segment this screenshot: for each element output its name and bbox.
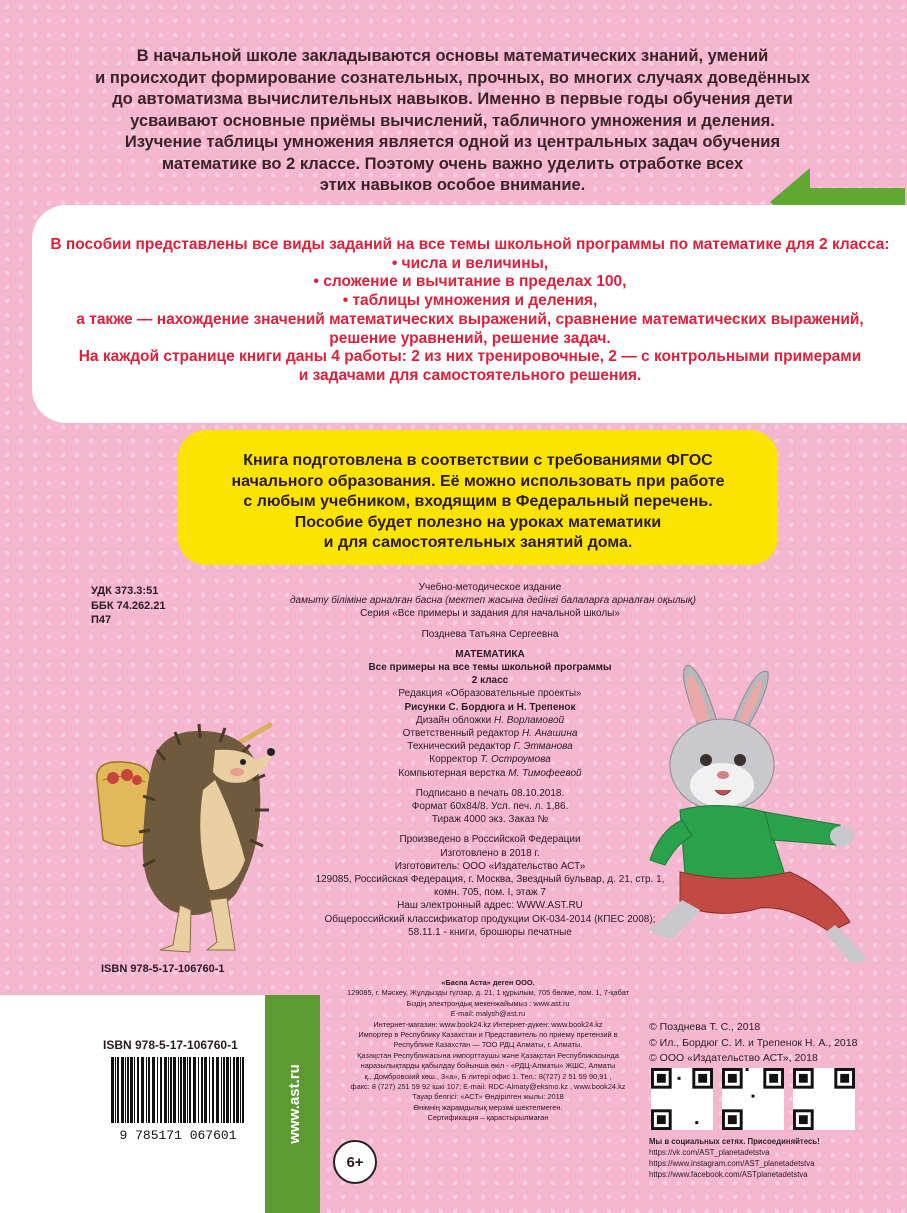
- site-url-text: www.ast.ru: [286, 1064, 303, 1144]
- age-rating-badge: 6+: [333, 1140, 377, 1184]
- maker: Изготовитель: ООО «Издательство АСТ»: [394, 860, 586, 872]
- illustrations: Рисунки С. Бордюга и Н. Трепенок: [404, 701, 576, 713]
- resp-editor: Ответственный редактор Н. Анашина: [402, 728, 578, 740]
- kz-line: 129085, г. Мәскеу, Жұлдызды гүлзар, д. 21, 1 құрылым, 705 бөлме, пом. 1, 7-қабат: [346, 988, 630, 998]
- intro-line: до автоматизма вычислительных навыков. Именно в первые годы обучения дети: [112, 90, 793, 108]
- highlight-line: • таблицы умножения и деления,: [342, 292, 598, 310]
- kz-line: E-mail: malysh@ast.ru: [450, 1009, 526, 1019]
- intro-line: Изучение таблицы умножения является одной из центральных задач обучения: [124, 133, 781, 151]
- cover-credit: Дизайн обложки Н. Ворламовой: [415, 714, 565, 726]
- author: Позднева Татьяна Сергеевна: [421, 628, 559, 640]
- udk-code: УДК 373.3:51: [91, 585, 159, 597]
- kz-line: наразылықтарды қабылдау бойынша өкіл - «РДЦ-Алматы» ЖШС, Алматы: [360, 1061, 616, 1071]
- fgos-text: [190, 451, 766, 554]
- highlight-line: а также — нахождение значений математических выражений, сравнение математических выражений,: [76, 310, 864, 328]
- hedgehog-illustration: [95, 720, 295, 965]
- social-link[interactable]: https://www.facebook.com/ASTplanetadetstva: [649, 1170, 808, 1179]
- highlight-text: [40, 236, 900, 386]
- address: комн. 705, пом. I, этаж 7: [434, 887, 546, 899]
- signed-date: Подписано в печать 08.10.2018.: [415, 787, 565, 799]
- social-link[interactable]: https://www.instagram.com/AST_planetadetstva: [649, 1159, 815, 1168]
- intro-line: усваивают основные приёмы вычислений, табличного умножения и деления.: [130, 111, 775, 130]
- copyright-line: © Ил., Бордюг С. И. и Трепенок Н. А., 2018: [649, 1036, 858, 1049]
- tech-editor: Технический редактор Г. Этманова: [407, 741, 573, 753]
- highlight-line: и задачами для самостоятельного решения.: [298, 366, 642, 384]
- highlight-line: • числа и величины,: [391, 254, 549, 272]
- qr-code-vk: [651, 1068, 713, 1130]
- edition-type: Учебно-методическое издание: [418, 582, 562, 593]
- intro-line: и происходит формирование сознательных, прочных, во многих случаях доведённых: [95, 68, 810, 87]
- fgos-line: Пособие будет полезно на уроках математики: [294, 513, 662, 531]
- highlight-line: В пособии представлены все виды заданий на все темы школьной программы по математике для 2 класса:: [50, 236, 890, 253]
- edition-type-kz: дамыту білiмiне арналған басна (мектеп жасына дейiнгi балаларға арналған оқылық): [290, 595, 696, 607]
- social-title: Мы в социальных сетях. Присоединяйтесь!: [649, 1137, 820, 1146]
- fgos-line: и для самостоятельных занятий дома.: [323, 534, 633, 551]
- kz-line: қ., Домбровский көш., 3«а», Б литері офис 1. Тел.: 8(727) 2 51 59 90,91 ,: [364, 1071, 612, 1081]
- kz-line: Қазақстан Республикасына импорттаушы және Қазақстан Республикасында: [357, 1050, 619, 1060]
- highlight-line: решение уравнений, решение задач.: [329, 329, 611, 347]
- copyright-line: © ООО «Издательство АСТ», 2018: [649, 1052, 818, 1064]
- qr-code-instagram: [722, 1068, 784, 1130]
- fgos-line: с любым учебником, входящим в Федеральный перечень.: [243, 493, 713, 510]
- corrector: Корректор Т. Остроумова: [429, 754, 551, 766]
- book-title: МАТЕМАТИКА: [455, 648, 525, 660]
- book-grade: 2 класс: [471, 675, 509, 687]
- barcode-digits: 9 785171 067601: [119, 1128, 237, 1141]
- layout-credit: Компьютерная верстка М. Тимофеевой: [398, 767, 582, 779]
- kz-imprint: [298, 978, 678, 1124]
- intro-line: математике во 2 классе. Поэтому очень важно уделить отработке всех: [161, 154, 744, 173]
- kz-line: Өнімнің жарамдылық мерзімі шектелмеген.: [413, 1102, 563, 1112]
- imprint-block: [290, 581, 696, 939]
- kz-line: Тауар белгісі: «АСТ» Өндірілген жылы: 2018: [412, 1092, 564, 1102]
- author-mark: П47: [91, 614, 112, 626]
- book-subtitle: Все примеры на все темы школьной программы: [368, 662, 612, 674]
- rabbit-illustration: [640, 660, 880, 965]
- kz-line: Біздің электрондық мекенжайымыз : www.ast.ru: [406, 998, 570, 1008]
- address: 129085, Российская Федерация, г. Москва, Звездный бульвар, д. 21, стр. 1,: [315, 874, 665, 886]
- print-run: Тираж 4000 экз. Заказ №: [431, 814, 549, 826]
- copyright-line: © Позднева Т. С., 2018: [649, 1021, 761, 1033]
- print-format: Формат 60x84/8. Усл. печ. л. 1,86.: [411, 801, 569, 813]
- highlight-line: • сложение и вычитание в пределах 100,: [313, 273, 627, 291]
- fgos-line: начального образования. Её можно использовать при работе: [231, 472, 725, 490]
- intro-line: В начальной школе закладываются основы математических знаний, умений: [136, 47, 769, 65]
- copyright-block: [649, 1020, 857, 1067]
- social-block: [649, 1136, 820, 1180]
- barcode: [103, 1055, 253, 1141]
- made-year: Изготовлено в 2018 г.: [440, 847, 540, 859]
- editorial: Редакция «Образовательные проекты»: [398, 688, 582, 700]
- isbn-small: ISBN 978-5-17-106760-1: [101, 963, 225, 975]
- fgos-line: Книга подготовлена в соответствии с требованиями ФГОС: [243, 452, 713, 469]
- classification-codes: [91, 584, 166, 628]
- kz-line: Импортер в Республику Казахстан и Представитель по приему претензий в: [358, 1030, 618, 1040]
- web-address: Наш электронный адрес: WWW.AST.RU: [397, 900, 583, 912]
- barcode-bars: [111, 1057, 244, 1123]
- site-url: [265, 995, 320, 1213]
- okp: 58.11.1 - книги, брошюры печатные: [408, 926, 572, 938]
- made-in: Произведено в Российской Федерации: [399, 834, 581, 846]
- kz-line: Интернет-магазин: www.book24.kz Интернет-дүкен: www.book24.kz: [373, 1019, 603, 1029]
- intro-line: этих навыков особое внимание.: [319, 176, 586, 194]
- kz-line: Сертификация – қарастырылмаған: [427, 1113, 549, 1123]
- intro-paragraph: [80, 46, 825, 197]
- series: Серия «Все примеры и задания для начальной школы»: [360, 608, 620, 620]
- qr-code-facebook: [793, 1068, 855, 1130]
- kz-line: «Баспа Аста» деген ООО.: [441, 978, 535, 987]
- social-link[interactable]: https://vk.com/AST_planetadetstva: [649, 1148, 770, 1157]
- kz-line: факс: 8 (727) 251 59 92 ішкі 107; E-mail: RDC-Almaty@eksmo.kz , www.book24.kz: [350, 1082, 626, 1092]
- okp: Общероссийский классификатор продукции ОК-034-2014 (КПЕС 2008);: [324, 913, 656, 925]
- highlight-line: На каждой странице книги даны 4 работы: 2 из них тренировочные, 2 — с контрольными примерами: [78, 348, 862, 366]
- bbk-code: ББК 74.262.21: [91, 599, 166, 612]
- kz-line: Республике Казахстан — ТОО РДЦ Алматы, г. Алматы.: [393, 1040, 583, 1050]
- isbn-label: ISBN 978-5-17-106760-1: [103, 1038, 238, 1052]
